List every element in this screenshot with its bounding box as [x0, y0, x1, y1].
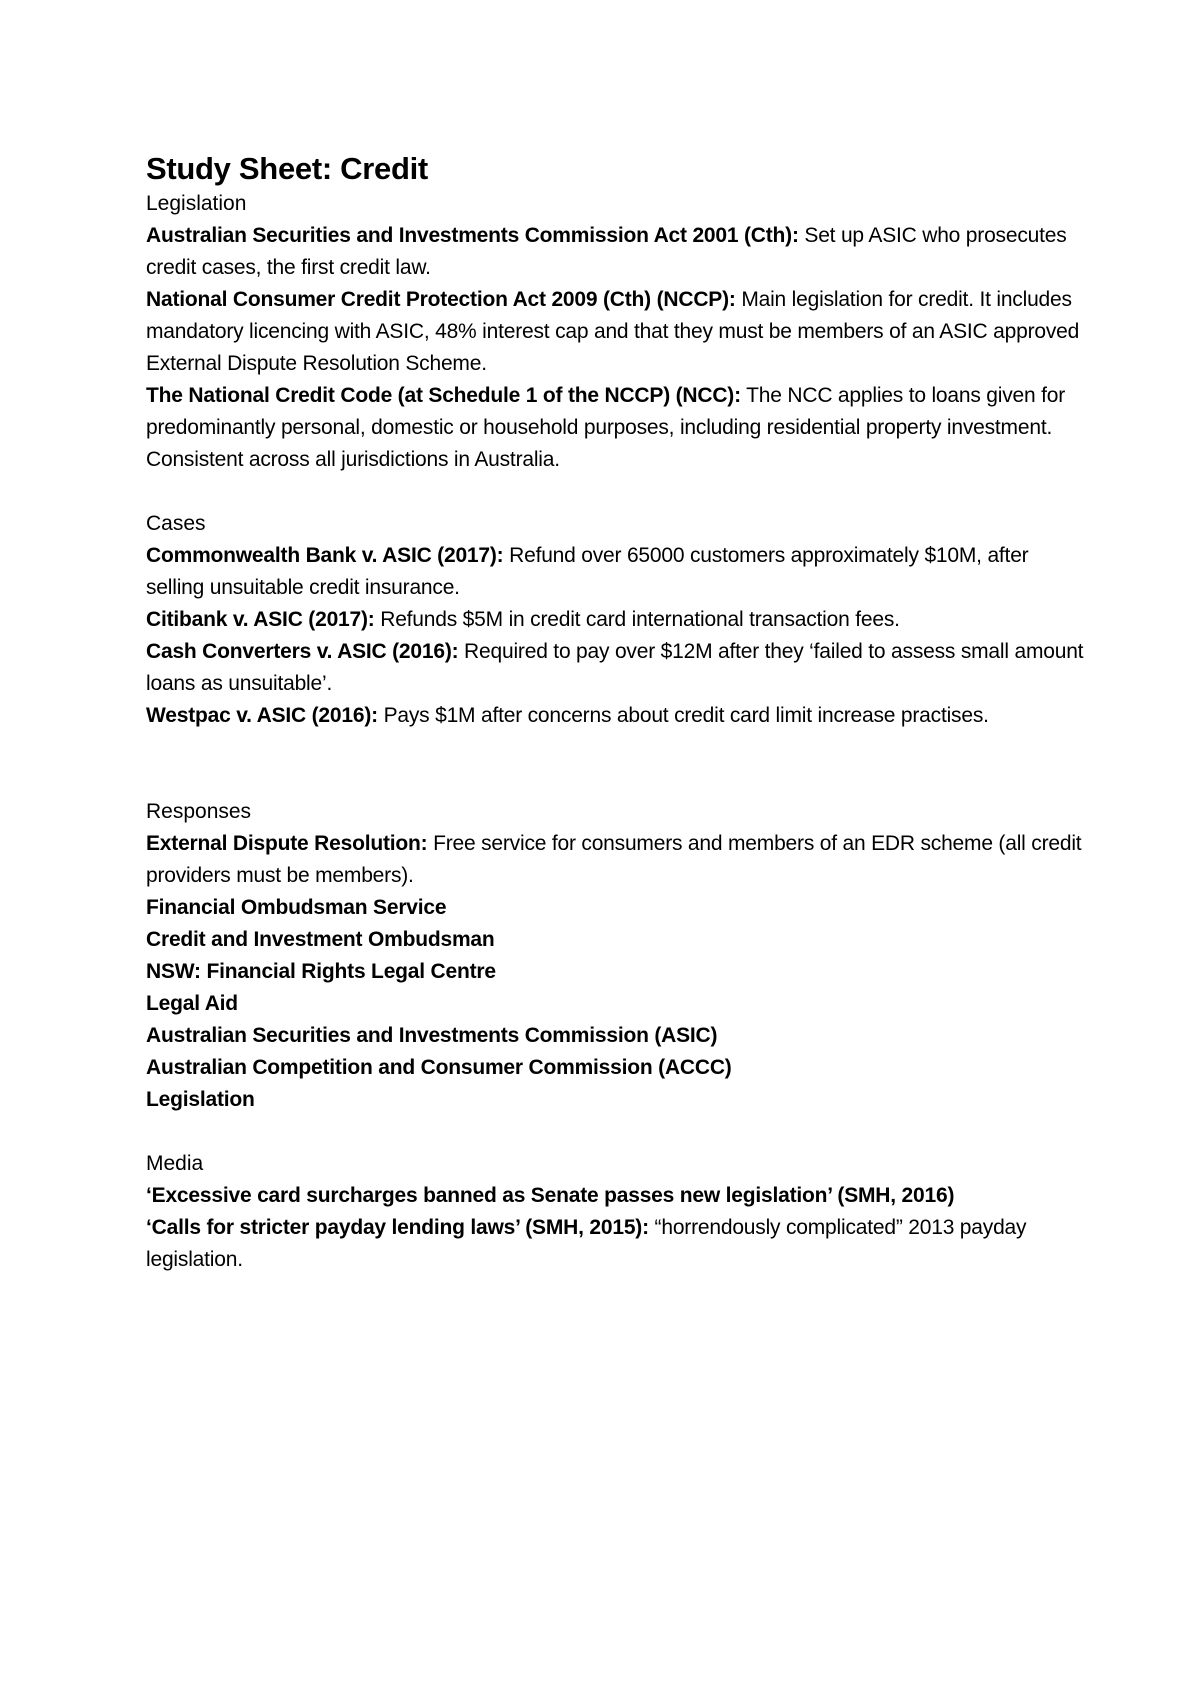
item-term: Credit and Investment Ombudsman — [146, 928, 495, 951]
spacer — [146, 732, 1086, 796]
list-item — [146, 1180, 1086, 1212]
item-text: Refund over 65000 customers approximately $10M, after selling unsuitable credit insurance. — [146, 544, 1029, 599]
item-term: Australian Competition and Consumer Commission (ACCC) — [146, 1056, 732, 1079]
list-item — [146, 700, 1086, 732]
list-item — [146, 892, 1086, 924]
list-item — [146, 604, 1086, 636]
item-text: Free service for consumers and members of an EDR scheme (all credit providers must be members). — [146, 832, 1082, 887]
item-text: Required to pay over $12M after they ‘failed to assess small amount loans as unsuitable’. — [146, 640, 1084, 695]
section-heading: Cases — [146, 512, 206, 535]
item-term: NSW: Financial Rights Legal Centre — [146, 960, 496, 983]
list-item — [146, 1052, 1086, 1084]
legislation-section — [146, 188, 1086, 476]
list-item — [146, 1084, 1086, 1116]
item-text: Refunds $5M in credit card international transaction fees. — [374, 608, 900, 631]
item-term: Australian Securities and Investments Commission Act 2001 (Cth): — [146, 224, 799, 247]
item-text: “horrendously complicated” 2013 payday legislation. — [146, 1216, 1027, 1271]
list-item — [146, 380, 1086, 476]
item-term: Australian Securities and Investments Commission (ASIC) — [146, 1024, 718, 1047]
item-term: Westpac v. ASIC (2016): — [146, 704, 378, 727]
item-term: Citibank v. ASIC (2017): — [146, 608, 375, 631]
item-term: National Consumer Credit Protection Act 2009 (Cth) (NCCP): — [146, 288, 736, 311]
item-term: Financial Ombudsman Service — [146, 896, 447, 919]
list-item — [146, 220, 1086, 284]
item-term: Legal Aid — [146, 992, 238, 1015]
list-item — [146, 1212, 1086, 1276]
list-item — [146, 924, 1086, 956]
item-term: External Dispute Resolution: — [146, 832, 428, 855]
responses-section — [146, 796, 1086, 1116]
list-item — [146, 828, 1086, 892]
list-item — [146, 540, 1086, 604]
item-text: The NCC applies to loans given for predominantly personal, domestic or household purposes, including residential property investment. Consistent across all jurisdictions in Australia. — [146, 384, 1066, 471]
list-item — [146, 956, 1086, 988]
item-text: Main legislation for credit. It includes mandatory licencing with ASIC, 48% interest cap and that they must be members of an ASIC approved External Dispute Resolution Scheme. — [146, 288, 1080, 375]
item-term: Cash Converters v. ASIC (2016): — [146, 640, 459, 663]
spacer — [146, 476, 1086, 508]
cases-section — [146, 508, 1086, 732]
document-page — [146, 150, 1086, 1276]
section-heading: Legislation — [146, 192, 247, 215]
item-term: Commonwealth Bank v. ASIC (2017): — [146, 544, 504, 567]
media-section — [146, 1148, 1086, 1276]
item-term: ‘Calls for stricter payday lending laws’ (SMH, 2015): — [146, 1216, 649, 1239]
item-term: The National Credit Code (at Schedule 1 of the NCCP) (NCC): — [146, 384, 741, 407]
list-item — [146, 636, 1086, 700]
item-text: Pays $1M after concerns about credit card limit increase practises. — [377, 704, 989, 727]
spacer — [146, 1116, 1086, 1148]
item-text: Set up ASIC who prosecutes credit cases, the first credit law. — [146, 224, 1067, 279]
section-heading: Media — [146, 1152, 204, 1175]
page-title: Study Sheet: Credit — [146, 151, 428, 186]
item-term: Legislation — [146, 1088, 255, 1111]
section-heading: Responses — [146, 800, 252, 823]
list-item — [146, 988, 1086, 1020]
item-term: ‘Excessive card surcharges banned as Senate passes new legislation’ (SMH, 2016) — [146, 1184, 955, 1207]
list-item — [146, 284, 1086, 380]
list-item — [146, 1020, 1086, 1052]
